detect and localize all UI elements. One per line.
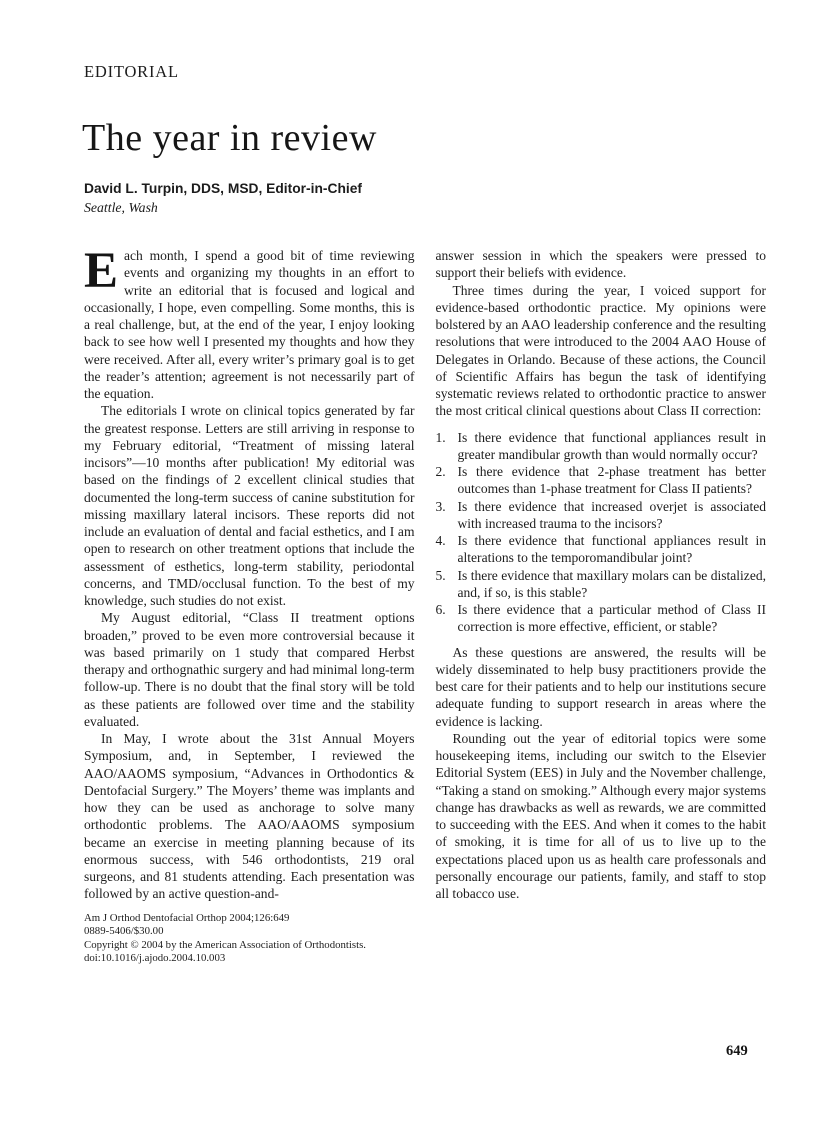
footnote-citation: Am J Orthod Dentofacial Orthop 2004;126:649 <box>84 911 290 924</box>
paragraph-7: As these questions are answered, the results will be widely disseminated to help busy practitioners provide the best care for their patients and to help our institutions secure adequate funding to support research in areas where the evidence is lacking. <box>435 644 766 729</box>
list-item <box>436 601 767 636</box>
list-item-number: 4. <box>435 533 446 548</box>
paragraph-4: In May, I wrote about the 31st Annual Moyers Symposium, and, in September, I reviewed the AAO/AAOMS symposium, “Advances in Orthodontics & Dentofacial Surgery.” The Moyers’ theme was implants and how they can be used as anchorage to solve many orthodontic problems. The AAO/AAOMS symposium became an exercise in meeting planning because of its enormous success, with 546 orthodontists, 219 oral surgeons, and 81 students attending. Each presentation was followed by an active question-and- <box>84 731 415 902</box>
author-line: David L. Turpin, DDS, MSD, Editor-in-Chief <box>84 181 362 196</box>
list-item-text: Is there evidence that a particular method of Class II correction is more effective, efficient, or stable? <box>457 602 766 635</box>
left-column <box>84 243 415 966</box>
journal-footnote <box>84 912 415 966</box>
list-item <box>436 498 767 533</box>
list-item-number: 2. <box>435 464 446 479</box>
article-body <box>84 243 766 966</box>
list-item-number: 5. <box>435 567 446 583</box>
list-item-number: 1. <box>435 429 446 445</box>
paragraph-1-text: ach month, I spend a good bit of time reviewing events and organizing my thoughts in an effort to write an editorial that is focused and logical and occasionally, I hope, even compelling. Some months, this is a real challenge, but, at the end of the year, I enjoy looking back to see how well I presented my thoughts and how they were received. After all, every writer’s primary goal is to get the reader’s attention; agreement is not necessarily part of the equation. <box>84 248 415 401</box>
list-item-text: Is there evidence that functional appliances result in alterations to the temporomandibular joint? <box>457 533 766 566</box>
list-item <box>436 463 767 498</box>
paragraph-3: My August editorial, “Class II treatment options broaden,” proved to be even more controversial because it was based primarily on 1 study that compared Herbst therapy and orthognathic surgery and had minimal long-term follow-up. There is no doubt that the final story will be told as these patients are followed over time and the stability evaluated. <box>84 610 415 729</box>
list-item-text: Is there evidence that maxillary molars can be distalized, and, if so, is this stable? <box>457 567 766 600</box>
list-item-text: Is there evidence that 2-phase treatment has better outcomes than 1-phase treatment for Class II patients? <box>457 464 766 497</box>
list-item-text: Is there evidence that functional appliances result in greater mandibular growth than would normally occur? <box>457 429 766 462</box>
paragraph-5: answer session in which the speakers were pressed to support their beliefs with evidence. <box>435 248 766 281</box>
list-item-number: 6. <box>435 602 446 617</box>
list-item-number: 3. <box>435 498 446 514</box>
paragraph-1 <box>84 243 415 402</box>
footnote-doi: doi:10.1016/j.ajodo.2004.10.003 <box>84 952 226 965</box>
questions-list <box>436 429 767 636</box>
paragraph-6: Three times during the year, I voiced support for evidence-based orthodontic practice. My opinions were bolstered by an AAO leadership conference and the resulting resolutions that were introduced to the 2004 AAO House of Delegates in Orlando. Because of these actions, the Council of Scientific Affairs has begun the task of identifying systematic reviews related to orthodontic practice to answer the most critical clinical questions about Class II correction: <box>435 282 766 419</box>
article-title: The year in review <box>82 117 377 159</box>
list-item <box>436 429 767 464</box>
author-location: Seattle, Wash <box>84 200 158 215</box>
list-item <box>436 567 767 602</box>
footnote-copyright: Copyright © 2004 by the American Association of Orthodontists. <box>84 938 366 951</box>
page-number: 649 <box>726 1043 748 1059</box>
paragraph-8: Rounding out the year of editorial topics were some housekeeping items, including our switch to the Elsevier Editorial System (EES) in July and the November challenge, “Taking a stand on smoking.” Although every major systems change has drawbacks as well as rewards, we are committed to succeeding with the EES. And when it comes to the habit of smoking, it is time for all of us to live up to the expectations placed upon us as health care professonals and personally encourage our patients, family, and staff to stop all tobacco use. <box>435 730 766 901</box>
right-column <box>436 247 767 966</box>
paragraph-2: The editorials I wrote on clinical topics generated by far the greatest response. Letters are still arriving in response to my February editorial, “Treatment of missing lateral incisors”—10 months after publication! My editorial was based on the findings of 2 excellent clinical studies that documented the long-term success of canine substitution for missing maxillary lateral incisors. These reports did not include an evaluation of dental and facial esthetics, and I am open to research on other treatment options that include the assessment of esthetics, long-term stability, periodontal concerns, and TMD/occlusal function. To the best of my knowledge, such studies do not exist. <box>84 403 415 608</box>
list-item-text: Is there evidence that increased overjet is associated with increased trauma to the incisors? <box>457 498 766 531</box>
drop-cap: E <box>84 243 119 299</box>
section-label: EDITORIAL <box>84 62 179 81</box>
list-item <box>436 532 767 567</box>
footnote-issn-price: 0889-5406/$30.00 <box>84 925 164 938</box>
